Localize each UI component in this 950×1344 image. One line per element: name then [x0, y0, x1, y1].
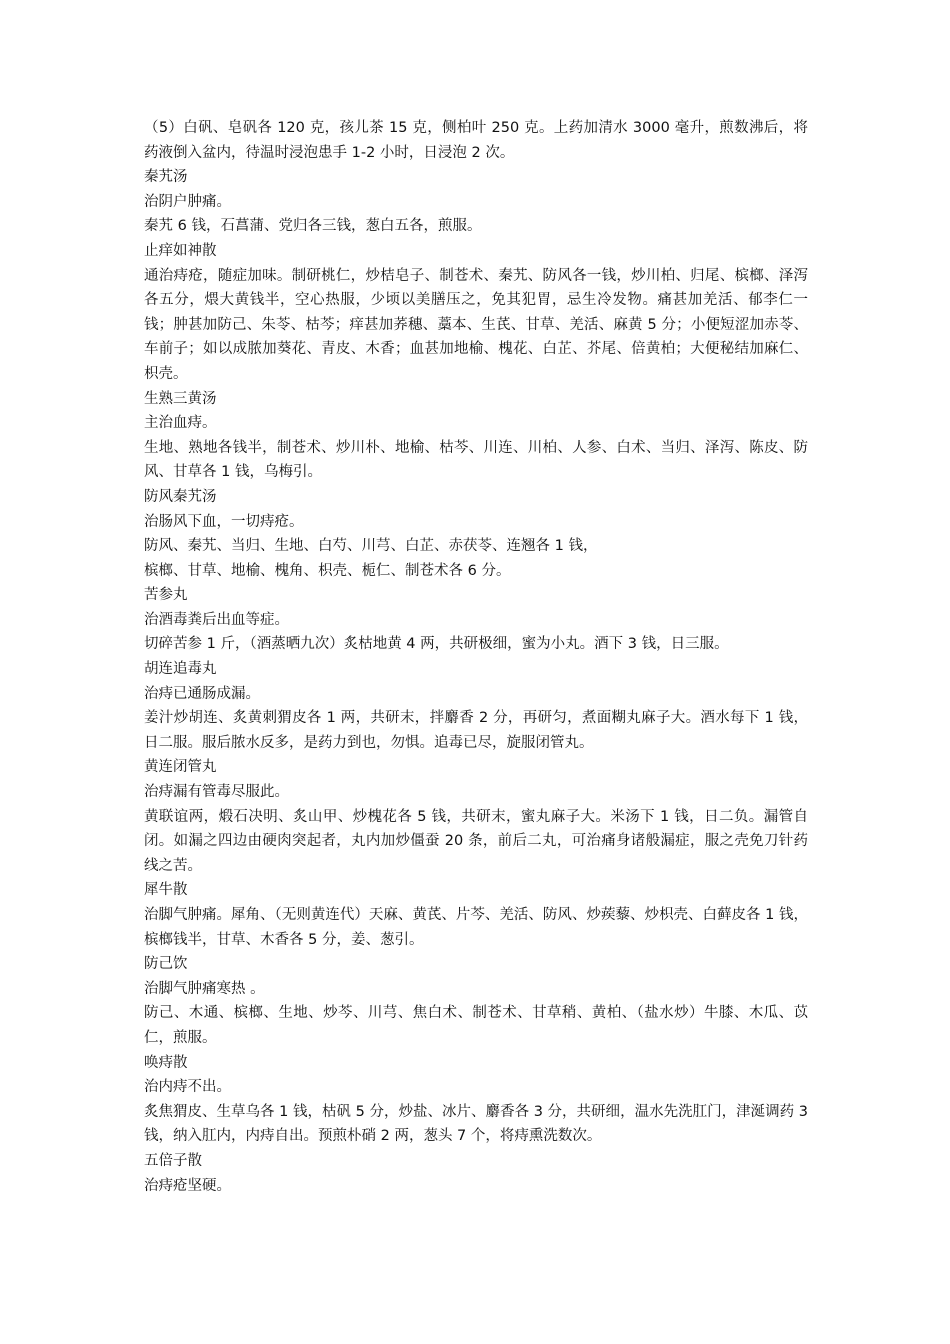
paragraph: 切碎苦参 1 斤，（酒蒸晒九次）炙枯地黄 4 两，共研极细，蜜为小丸。酒下 3 钱，日三服。	[144, 636, 729, 653]
document-page	[144, 116, 808, 1198]
recipe-title: 胡连追毒丸	[144, 661, 217, 678]
paragraph: 治内痔不出。	[144, 1079, 231, 1096]
paragraph: 治阴户肿痛。	[144, 193, 231, 210]
recipe-title: 生熟三黄汤	[144, 390, 217, 407]
paragraph: 治脚气肿痛。犀角、（无则黄连代）天麻、黄芪、片芩、羌活、防风、炒蒺藜、炒枳壳、白藓皮各 1 钱，槟榔钱半，甘草、木香各 5 分，姜、葱引。	[144, 907, 808, 948]
paragraph: 治酒毒粪后出血等症。	[144, 611, 289, 628]
paragraph: 治痔已通肠成漏。	[144, 685, 260, 702]
paragraph: 秦艽 6 钱，石菖蒲、党归各三钱，葱白五各，煎服。	[144, 218, 482, 235]
paragraph: 治痔疮坚硬。	[144, 1177, 231, 1194]
recipe-title: 苦参丸	[144, 587, 188, 604]
recipe-title: 防己饮	[144, 956, 188, 973]
recipe-title: 五倍子散	[144, 1152, 202, 1169]
paragraph: 防风、秦艽、当归、生地、白芍、川芎、白芷、赤茯苓、连翘各 1 钱，	[144, 538, 598, 555]
paragraph: 生地、熟地各钱半，制苍术、炒川朴、地榆、枯芩、川连、川柏、人参、白术、当归、泽泻、陈皮、防风、甘草各 1 钱，乌梅引。	[144, 439, 808, 481]
paragraph: 治痔漏有管毒尽服此。	[144, 784, 289, 801]
paragraph: 治肠风下血，一切痔疮。	[144, 513, 304, 530]
paragraph: 黄联谊两，煅石决明、炙山甲、炒槐花各 5 钱，共研末，蜜丸麻子大。米汤下 1 钱，日二负。漏管自闭。如漏之四边由硬肉突起者，丸内加炒僵蚕 20 条，前后二丸，可治痛身诸般漏症，服之壳免刀针药线之苦。	[144, 808, 808, 874]
recipe-title: 黄连闭管丸	[144, 759, 217, 776]
paragraph: （5）白矾、皂矾各 120 克，孩儿茶 15 克，侧柏叶 250 克。上药加清水 3000 毫升，煎数沸后，将药液倒入盆内，待温时浸泡患手 1-2 小时，日浸泡 2 次。	[144, 120, 808, 161]
paragraph: 炙焦猬皮、生草乌各 1 钱，枯矾 5 分，炒盐、冰片、麝香各 3 分，共研细，温水先洗肛门，津涎调药 3 钱，纳入肛内，内痔自出。预煎朴硝 2 两，葱头 7 个，将痔熏洗数次。	[144, 1103, 808, 1145]
paragraph: 治脚气肿痛寒热 。	[144, 980, 265, 997]
paragraph: 主治血痔。	[144, 415, 217, 432]
recipe-title: 犀牛散	[144, 882, 188, 899]
paragraph: 通治痔疮，随症加味。制研桃仁，炒桔皂子、制苍术、秦艽、防风各一钱，炒川柏、归尾、槟榔、泽泻各五分，煨大黄钱半，空心热服，少顷以美膳压之，免其犯胃，忌生冷发物。痛甚加羌活、郁李仁一钱；肿甚加防己、朱苓、枯芩；痒甚加荞穗、藁本、生芪、甘草、羌活、麻黄 5 分；小便短涩加赤苓、车前子；如以成脓加葵花、青皮、木香；血甚加地榆、槐花、白芷、芥尾、倍黄柏；大便秘结加麻仁、枳壳。	[144, 267, 808, 382]
recipe-title: 唤痔散	[144, 1054, 188, 1071]
paragraph: 防己、木通、槟榔、生地、炒芩、川芎、焦白术、制苍术、甘草稍、黄柏、（盐水炒）牛膝、木瓜、苡仁，煎服。	[144, 1005, 808, 1046]
recipe-title: 秦艽汤	[144, 169, 188, 186]
recipe-title: 防风秦艽汤	[144, 488, 217, 505]
paragraph: 姜汁炒胡连、炙黄刺猬皮各 1 两，共研末，拌麝香 2 分，再研匀，煮面糊丸麻子大。酒水每下 1 钱，日二服。服后脓水反多，是药力到也，勿惧。追毒已尽，旋服闭管丸。	[144, 710, 808, 751]
recipe-title: 止痒如神散	[144, 242, 217, 259]
paragraph: 槟榔、甘草、地榆、槐角、枳壳、栀仁、制苍术各 6 分。	[144, 562, 511, 579]
